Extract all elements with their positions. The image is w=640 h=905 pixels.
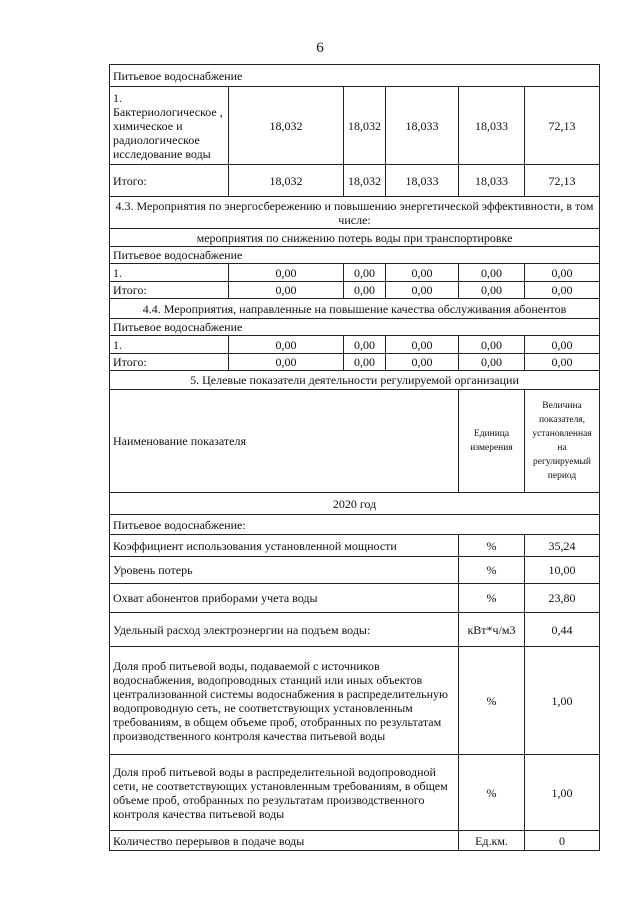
- table-row: [110, 264, 600, 282]
- value-cell: 0,00: [386, 282, 459, 299]
- total-row: [110, 354, 600, 371]
- value-cell: 0,00: [229, 282, 344, 299]
- col-header-value: Величина показателя, установленная на регулируемый период: [525, 390, 600, 493]
- row-index: 1.: [110, 264, 229, 282]
- value-cell: 0,00: [459, 264, 525, 282]
- value-cell: 18,032: [344, 87, 386, 165]
- indicator-row: [110, 613, 600, 647]
- indicator-row: [110, 831, 600, 851]
- value-cell: 0,00: [525, 336, 600, 354]
- table-row: [110, 336, 600, 354]
- value-cell: 0,00: [525, 282, 600, 299]
- value-cell: 0,00: [525, 264, 600, 282]
- section-4-3-title: 4.3. Мероприятия по энергосбережению и повышению энергетической эффективности, в том числе:: [110, 197, 600, 229]
- total-label: Итого:: [110, 165, 229, 197]
- col-header-name: Наименование показателя: [110, 390, 459, 493]
- indicator-value: 35,24: [525, 535, 600, 557]
- col-header-unit: Единица измерения: [459, 390, 525, 493]
- indicator-unit: %: [459, 647, 525, 755]
- value-cell: 0,00: [229, 264, 344, 282]
- value-cell: 0,00: [386, 336, 459, 354]
- indicator-name: Коэффициент использования установленной мощности: [110, 535, 459, 557]
- value-cell: 0,00: [459, 354, 525, 371]
- row-index: 1.: [113, 90, 122, 105]
- value-cell: 0,00: [344, 354, 386, 371]
- section-5-title: 5. Целевые показатели деятельности регулируемой организации: [110, 371, 600, 390]
- indicator-name: Доля проб питьевой воды в распределительной водопроводной сети, не соответствующих установленным требованиям, в общем объеме проб, отобранных по результатам производственного контроля качества питьевой воды: [110, 755, 459, 831]
- indicator-row: [110, 584, 600, 613]
- total-row: [110, 165, 600, 197]
- indicator-row: [110, 557, 600, 584]
- indicator-value: 23,80: [525, 584, 600, 613]
- value-cell: 72,13: [525, 165, 600, 197]
- indicators-header-row: [110, 390, 600, 493]
- value-cell: 0,00: [386, 354, 459, 371]
- total-label: Итого:: [110, 282, 229, 299]
- table-row: [110, 87, 600, 165]
- indicator-unit: %: [459, 557, 525, 584]
- plan-table: [109, 64, 600, 851]
- value-cell: 0,00: [459, 336, 525, 354]
- value-cell: 0,00: [344, 264, 386, 282]
- value-cell: 0,00: [344, 282, 386, 299]
- indicator-row: [110, 535, 600, 557]
- value-cell: 0,00: [229, 354, 344, 371]
- value-cell: 0,00: [386, 264, 459, 282]
- indicator-row: [110, 755, 600, 831]
- indicator-row: [110, 647, 600, 755]
- indicator-unit: %: [459, 535, 525, 557]
- value-cell: 0,00: [525, 354, 600, 371]
- section-4-3-subtitle: мероприятия по снижению потерь воды при транспортировке: [110, 229, 600, 247]
- indicator-value: 10,00: [525, 557, 600, 584]
- value-cell: 0,00: [344, 336, 386, 354]
- section-4-3-heading: Питьевое водоснабжение: [110, 247, 600, 264]
- value-cell: 0,00: [459, 282, 525, 299]
- indicator-name: Охват абонентов приборами учета воды: [110, 584, 459, 613]
- value-cell: 18,033: [386, 87, 459, 165]
- indicator-unit: %: [459, 755, 525, 831]
- value-cell: 18,033: [459, 165, 525, 197]
- section-4-4-title: 4.4. Мероприятия, направленные на повышение качества обслуживания абонентов: [110, 299, 600, 319]
- value-cell: 18,033: [459, 87, 525, 165]
- page-number: 6: [316, 40, 324, 56]
- value-cell: 18,032: [229, 165, 344, 197]
- section-4-4-heading: Питьевое водоснабжение: [110, 319, 600, 336]
- value-cell: 0,00: [229, 336, 344, 354]
- value-cell: 18,033: [386, 165, 459, 197]
- indicator-value: 0,44: [525, 613, 600, 647]
- total-label: Итого:: [110, 354, 229, 371]
- indicator-unit: %: [459, 584, 525, 613]
- year-heading: 2020 год: [110, 493, 600, 515]
- indicator-value: 0: [525, 831, 600, 851]
- indicator-value: 1,00: [525, 755, 600, 831]
- indicator-unit: Ед.км.: [459, 831, 525, 851]
- indicator-name: Удельный расход электроэнергии на подъем воды:: [110, 613, 459, 647]
- row-index: 1.: [110, 336, 229, 354]
- total-row: [110, 282, 600, 299]
- block-1-heading: Питьевое водоснабжение: [110, 65, 600, 87]
- indicator-name: Количество перерывов в подаче воды: [110, 831, 459, 851]
- indicator-value: 1,00: [525, 647, 600, 755]
- value-cell: 18,032: [229, 87, 344, 165]
- indicator-unit: кВт*ч/м3: [459, 613, 525, 647]
- indicator-name: Доля проб питьевой воды, подаваемой с источников водоснабжения, водопроводных станций или иных объектов централизованной системы водоснабжения в распределительную водопроводную сеть, не соответствующих установленным требованиям, в общем объеме проб, отобранных по результатам производственного контроля качества питьевой воды: [110, 647, 459, 755]
- indicator-name: Уровень потерь: [110, 557, 459, 584]
- row-label: [110, 87, 229, 165]
- group-heading: Питьевое водоснабжение:: [110, 515, 600, 535]
- value-cell: 72,13: [525, 87, 600, 165]
- value-cell: 18,032: [344, 165, 386, 197]
- row-label-text: Бактериологическое , химическое и радиологическое исследование воды: [113, 104, 223, 161]
